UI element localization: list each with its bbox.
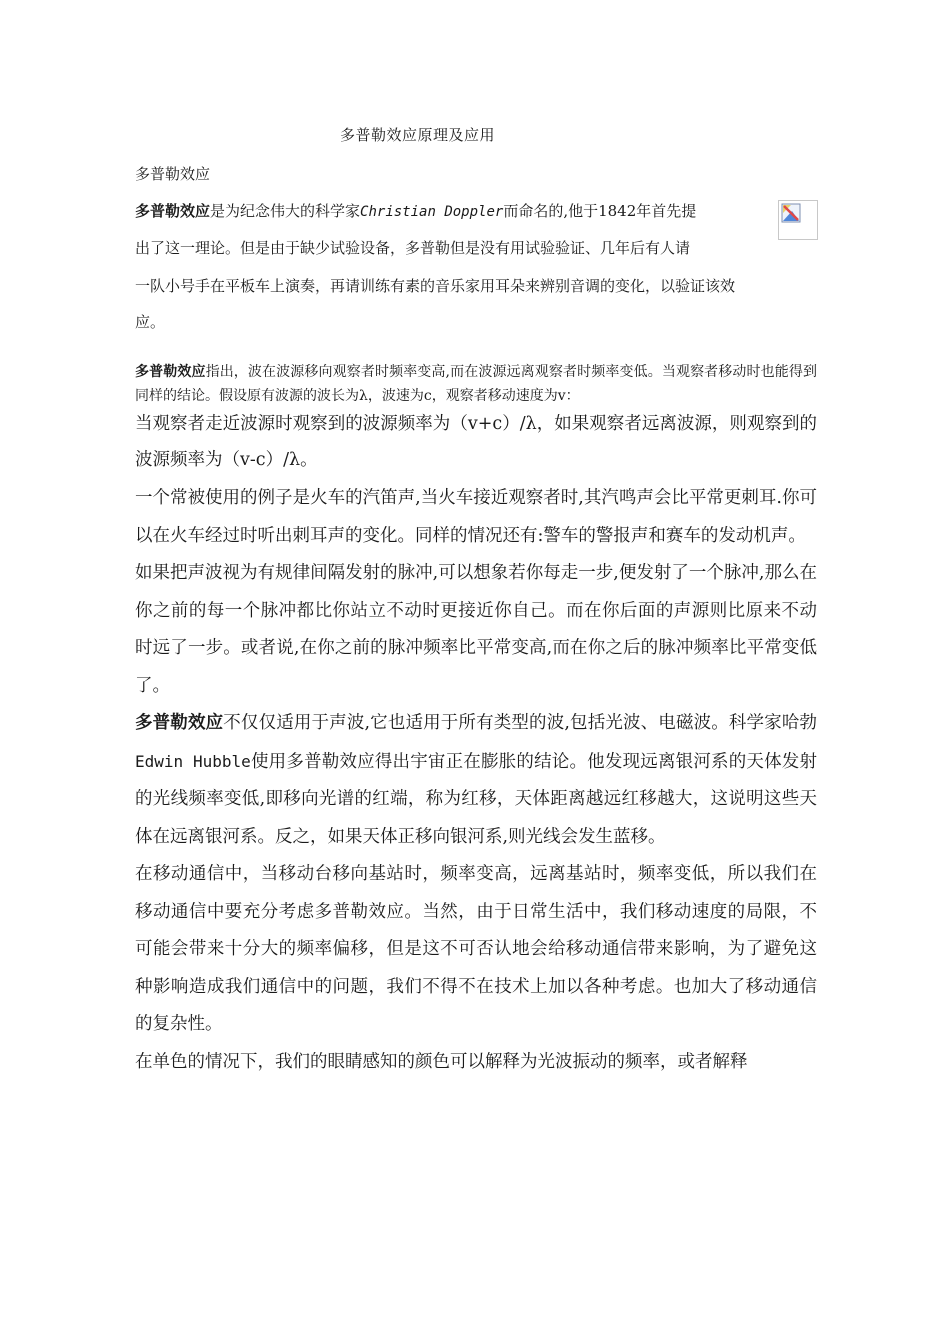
embedded-image — [778, 200, 818, 240]
light-bold-term: 多普勒效应 — [135, 713, 224, 733]
definition-text: 指出，波在波源移向观察者时频率变高,而在波源远离观察者时频率变低。当观察者移动时也能得到同样的结论。假设原有波源的波长为λ，波速为c，观察者移动速度为v： — [135, 364, 817, 404]
intro-paragraph — [135, 194, 785, 336]
intro-line-1 — [135, 194, 785, 230]
light-paragraph — [135, 705, 817, 856]
intro-text-b: 而命名的,他于1842年首先提 — [503, 202, 697, 220]
body-text — [135, 480, 817, 1081]
definition-bold-term: 多普勒效应 — [135, 364, 206, 380]
scientist-name: Christian Doppler — [360, 204, 504, 220]
light-text-b: 使用多普勒效应得出宇宙正在膨胀的结论。他发现远离银河系的天体发射的光线频率变低,即移向光谱的红端，称为红移，天体距离越远红移越大，这说明这些天体在远离银河系。反之，如果天体正移向银河系,则光线会发生蓝移。 — [135, 751, 818, 847]
intro-line-3: 一队小号手在平板车上演奏，再请训练有素的音乐家用耳朵来辨别音调的变化，以验证该效 — [135, 277, 736, 295]
train-example-paragraph: 一个常被使用的例子是火车的汽笛声,当火车接近观察者时,其汽鸣声会比平常更刺耳.你可以在火车经过时听出刺耳声的变化。同样的情况还有:警车的警报声和赛车的发动机声。 — [135, 488, 817, 546]
intro-bold-term: 多普勒效应 — [135, 202, 211, 220]
light-text-a: 不仅仅适用于声波,它也适用于所有类型的波,包括光波、电磁波。科学家哈勃 — [223, 713, 818, 733]
intro-line-4: 应。 — [135, 313, 166, 331]
pulse-example-paragraph: 如果把声波视为有规律间隔发射的脉冲,可以想象若你每走一步,便发射了一个脉冲,那么在你之前的每一个脉冲都比你站立不动时更接近你自己。而在你后面的声源则比原来不动时远了一步。或者说,在你之前的脉冲频率比平常变高,而在你之后的脉冲频率比平常变低了。 — [135, 563, 817, 696]
mobile-paragraph: 在移动通信中，当移动台移向基站时，频率变高，远离基站时，频率变低，所以我们在移动通信中要充分考虑多普勒效应。当然，由于日常生活中，我们移动速度的局限，不可能会带来十分大的频率偏移，但是这不可否认地会给移动通信带来影响，为了避免这种影响造成我们通信中的问题，我们不得不在技术上加以各种考虑。也加大了移动通信的复杂性。 — [135, 864, 817, 1034]
hubble-name: Edwin Hubble — [135, 751, 251, 771]
formula-paragraph: 当观察者走近波源时观察到的波源频率为（v+c）/λ，如果观察者远离波源，则观察到的波源频率为（v-c）/λ。 — [135, 414, 817, 470]
section-heading: 多普勒效应 — [135, 165, 211, 183]
color-paragraph: 在单色的情况下，我们的眼睛感知的颜色可以解释为光波振动的频率，或者解释 — [135, 1051, 748, 1072]
page-title: 多普勒效应原理及应用 — [340, 126, 496, 144]
intro-text-a: 是为纪念伟大的科学家 — [210, 202, 361, 220]
definition-paragraph — [135, 360, 817, 408]
intro-line-2: 出了这一理论。但是由于缺少试验设备，多普勒但是没有用试验验证、几年后有人请 — [135, 239, 691, 257]
